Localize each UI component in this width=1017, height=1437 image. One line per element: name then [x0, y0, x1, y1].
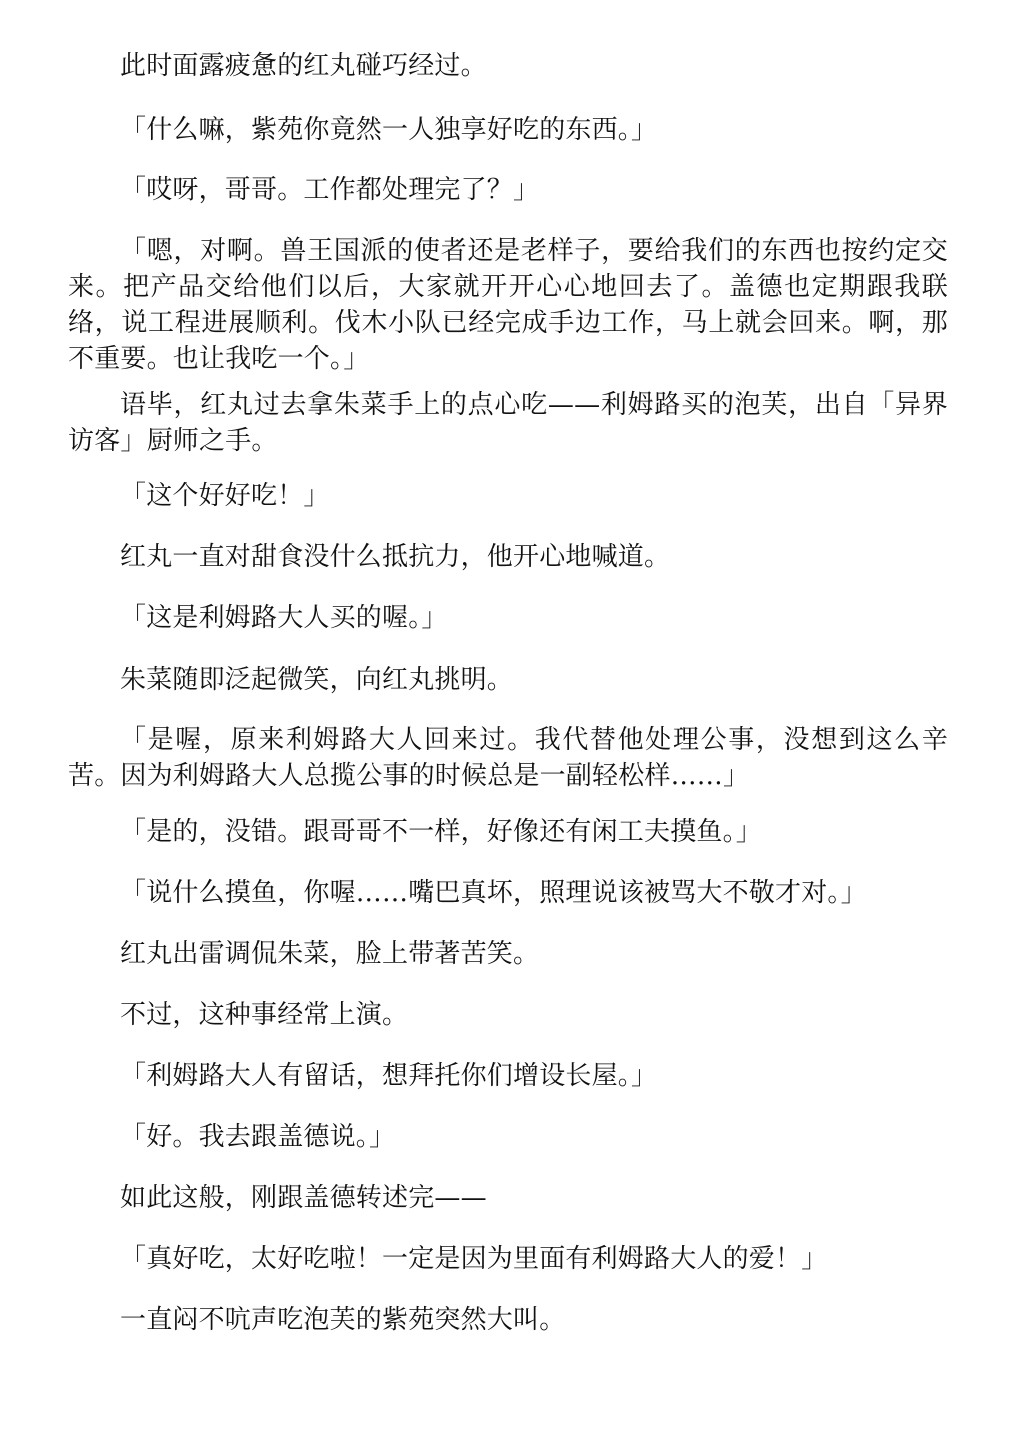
paragraph: 此时面露疲惫的红丸碰巧经过。: [120, 51, 487, 81]
paragraph: 朱菜随即泛起微笑，向红丸挑明。: [120, 665, 514, 695]
paragraph: 不过，这种事经常上演。: [120, 1000, 409, 1030]
paragraph: 「是喔，原来利姆路大人回来过。我代替他处理公事，没想到这么辛苦。因为利姆路大人总揽公事的时候总是一副轻松样……」: [68, 725, 948, 791]
paragraph: 「利姆路大人有留话，想拜托你们增设长屋。」: [120, 1061, 658, 1091]
paragraph: 红丸出雷调侃朱菜，脸上带著苦笑。: [120, 939, 540, 969]
paragraph: 红丸一直对甜食没什么抵抗力，他开心地喊道。: [120, 542, 671, 572]
paragraph: 「真好吃，太好吃啦！一定是因为里面有利姆路大人的爱！」: [120, 1244, 828, 1274]
paragraph: 「什么嘛，紫苑你竟然一人独享好吃的东西。」: [120, 115, 658, 145]
paragraph: 「嗯，对啊。兽王国派的使者还是老样子，要给我们的东西也按约定交来。把产品交给他们以后，大家就开开心心地回去了。盖德也定期跟我联络，说工程进展顺利。伐木小队已经完成手边工作，马上就会回来。啊，那不重要。也让我吃一个。」: [68, 236, 948, 374]
paragraph: 如此这般，刚跟盖德转述完——: [120, 1183, 487, 1213]
paragraph: 「说什么摸鱼，你喔……嘴巴真坏，照理说该被骂大不敬才对。」: [120, 878, 867, 908]
paragraph: 「哎呀，哥哥。工作都处理完了？」: [120, 175, 540, 205]
paragraph: 「是的，没错。跟哥哥不一样，好像还有闲工夫摸鱼。」: [120, 817, 763, 847]
paragraph: 「这个好好吃！」: [120, 481, 330, 511]
paragraph: 语毕，红丸过去拿朱菜手上的点心吃——利姆路买的泡芙，出自「异界访客」厨师之手。: [68, 390, 948, 456]
paragraph: 一直闷不吭声吃泡芙的紫苑突然大叫。: [120, 1305, 566, 1335]
paragraph: 「这是利姆路大人买的喔。」: [120, 603, 448, 633]
paragraph: 「好。我去跟盖德说。」: [120, 1122, 396, 1152]
